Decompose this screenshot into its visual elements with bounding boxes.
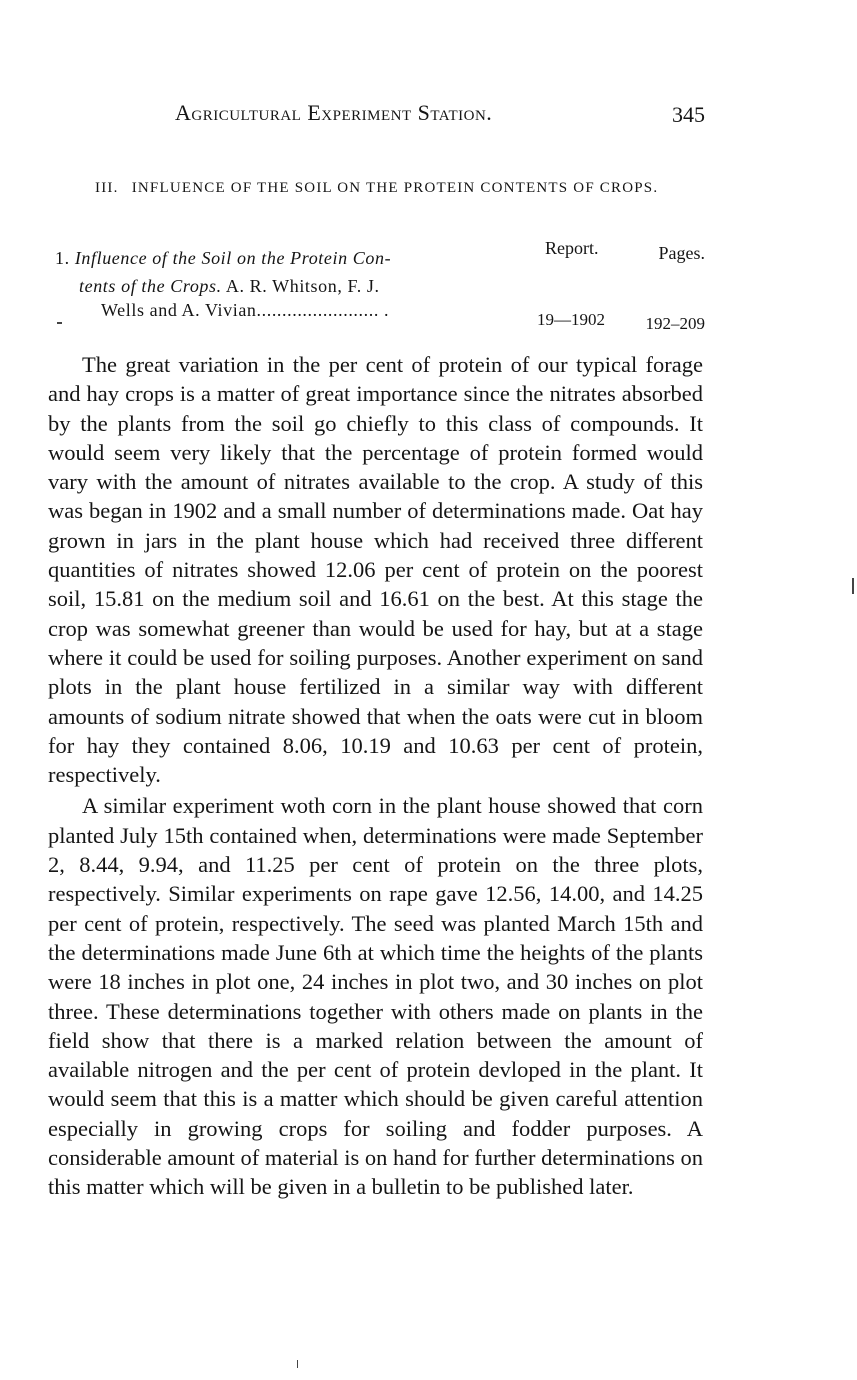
section-heading — [95, 175, 695, 202]
entry-number: 1. — [55, 248, 70, 268]
entry-line-3 — [101, 300, 389, 321]
body-text — [48, 350, 703, 1202]
entry-line-2 — [79, 276, 380, 297]
entry-authors: A. R. Whitson, F. J. — [225, 276, 380, 296]
page-number: 345 — [672, 102, 705, 127]
entry-line-1 — [55, 248, 391, 269]
entry-authors-continued: Wells and A. Vivian........................ . — [101, 300, 390, 320]
running-head — [175, 100, 705, 130]
scan-mark — [297, 1360, 298, 1368]
running-title: Agricultural Experiment Station. — [175, 100, 493, 125]
column-header-report: Report. — [545, 238, 599, 258]
scan-mark — [57, 322, 62, 324]
scan-mark — [852, 578, 854, 594]
entry-pages: 192–209 — [645, 314, 705, 333]
section-title: INFLUENCE OF THE SOIL ON THE PROTEIN CONTENTS OF CROPS. — [131, 180, 659, 196]
entry-report: 19—1902 — [537, 310, 605, 329]
column-header-pages: Pages. — [658, 243, 705, 263]
entry-title-continued: tents of the Crops. — [79, 276, 222, 296]
paragraph-1: The great variation in the per cent of protein of our typical forage and hay crops is a matter of great importance since the nitrates absorbed by the plants from the soil go chiefly to this class of compounds. It would seem very likely that the percentage of protein formed would vary with the amount of nitrates available to the crop. A study of this was began in 1902 and a small number of determinations made. Oat hay grown in jars in the plant house which had received three different quantities of nitrates showed 12.06 per cent of protein on the poorest soil, 15.81 on the medium soil and 16.61 on the best. At this stage the crop was somewhat greener than would be used for hay, but at a stage where it could be used for soiling purposes. Another experiment on sand plots in the plant house fertilized in a similar way with different amounts of sodium nitrate showed that when the oats were cut in bloom for hay they contained 8.06, 10.19 and 10.63 per cent of protein, respectively. — [48, 352, 703, 788]
paragraph-2: A similar experiment woth corn in the plant house showed that corn planted July 15th contained when, determinations were made September 2, 8.44, 9.94, and 11.25 per cent of protein on the three plots, respectively. Similar experiments on rape gave 12.56, 14.00, and 14.25 per cent of protein, respectively. The seed was planted March 15th and the determinations made June 6th at which time the heights of the plants were 18 inches in plot one, 24 inches in plot two, and 30 inches on plot three. These determinations together with others made on plants in the field show that there is a marked relation between the amount of available nitrogen and the per cent of protein devloped in the plant. It would seem that this is a matter which should be given careful attention especially in growing crops for soiling and fodder purposes. A considerable amount of material is on hand for further determinations on this matter which will be given in a bulletin to be published later. — [48, 793, 703, 1200]
entry-title: Influence of the Soil on the Protein Con- — [74, 248, 392, 268]
bibliography-entry — [55, 238, 705, 338]
section-number: III. — [95, 180, 119, 196]
